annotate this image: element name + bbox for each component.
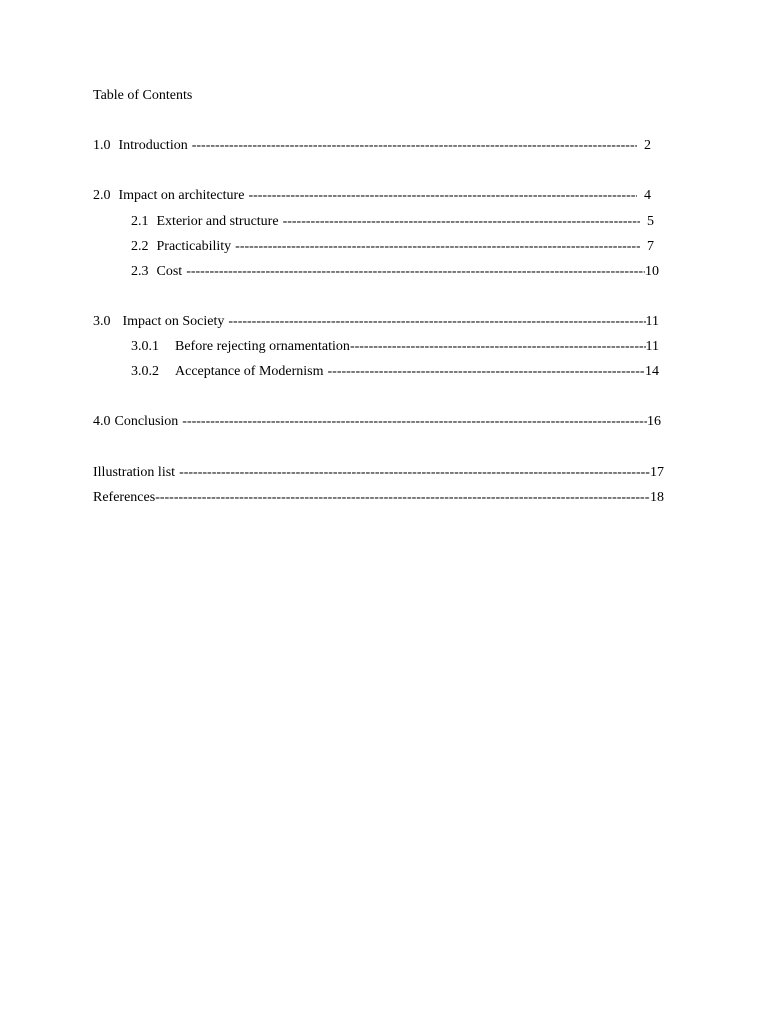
toc-dot-leader <box>186 263 645 281</box>
toc-entry-page: 11 <box>645 314 659 329</box>
toc-entry-label: Introduction <box>118 138 188 153</box>
toc-entry-acceptance-of-modernism[interactable] <box>131 363 659 381</box>
toc-entry-before-rejecting-ornamentation[interactable] <box>131 338 659 356</box>
toc-entry-number: 2.2 <box>131 239 149 254</box>
toc-dot-leader <box>182 413 647 431</box>
toc-dot-leader <box>328 363 646 381</box>
toc-entry-page: 2 <box>644 138 651 153</box>
toc-dot-leader <box>235 238 640 256</box>
toc-entry-label: Exterior and structure <box>156 214 279 229</box>
toc-dot-leader <box>228 313 645 331</box>
toc-entry-impact-on-society[interactable] <box>93 313 659 331</box>
toc-entry-number: 2.1 <box>131 214 149 229</box>
toc-entry-label: Illustration list <box>93 465 176 480</box>
toc-dot-leader <box>350 338 646 356</box>
toc-dot-leader <box>248 187 637 205</box>
toc-entry-conclusion[interactable] <box>93 413 661 431</box>
toc-entry-label: Cost <box>156 264 183 279</box>
toc-entry-number: 2.0 <box>93 188 111 203</box>
toc-entry-label: Before rejecting ornamentation <box>175 339 350 354</box>
toc-entry-page: 14 <box>645 364 659 379</box>
toc-dot-leader <box>179 464 650 482</box>
toc-entry-page: 5 <box>647 214 654 229</box>
toc-entry-label: Impact on architecture <box>118 188 245 203</box>
toc-entry-page: 17 <box>650 465 664 480</box>
toc-dot-leader <box>192 137 637 155</box>
toc-entry-page: 10 <box>645 264 659 279</box>
toc-entry-cost[interactable] <box>131 263 659 281</box>
toc-entry-label: Conclusion <box>114 414 179 429</box>
toc-entry-page: 7 <box>647 239 654 254</box>
toc-entry-number: 3.0 <box>93 314 111 329</box>
toc-entry-page: 18 <box>650 490 664 505</box>
toc-dot-leader <box>155 489 650 507</box>
toc-entry-number: 4.0 <box>93 414 111 429</box>
toc-entry-label: Practicability <box>156 239 232 254</box>
toc-entry-number: 1.0 <box>93 138 111 153</box>
toc-entry-label: Impact on Society <box>122 314 225 329</box>
toc-entry-page: 16 <box>647 414 661 429</box>
toc-entry-number: 3.0.2 <box>131 364 159 379</box>
toc-entry-page: 11 <box>645 339 659 354</box>
toc-entry-label: References <box>93 490 156 505</box>
toc-entry-impact-on-architecture[interactable] <box>93 187 651 205</box>
toc-entry-number: 2.3 <box>131 264 149 279</box>
toc-entry-number: 3.0.1 <box>131 339 159 354</box>
toc-entry-references[interactable] <box>93 489 664 507</box>
toc-title: Table of Contents <box>93 88 193 103</box>
toc-entry-page: 4 <box>644 188 651 203</box>
toc-dot-leader <box>283 213 640 231</box>
toc-entry-exterior-and-structure[interactable] <box>131 213 654 231</box>
toc-entry-label: Acceptance of Modernism <box>175 364 324 379</box>
toc-entry-introduction[interactable] <box>93 137 651 155</box>
toc-entry-practicability[interactable] <box>131 238 654 256</box>
toc-entry-illustration-list[interactable] <box>93 464 664 482</box>
